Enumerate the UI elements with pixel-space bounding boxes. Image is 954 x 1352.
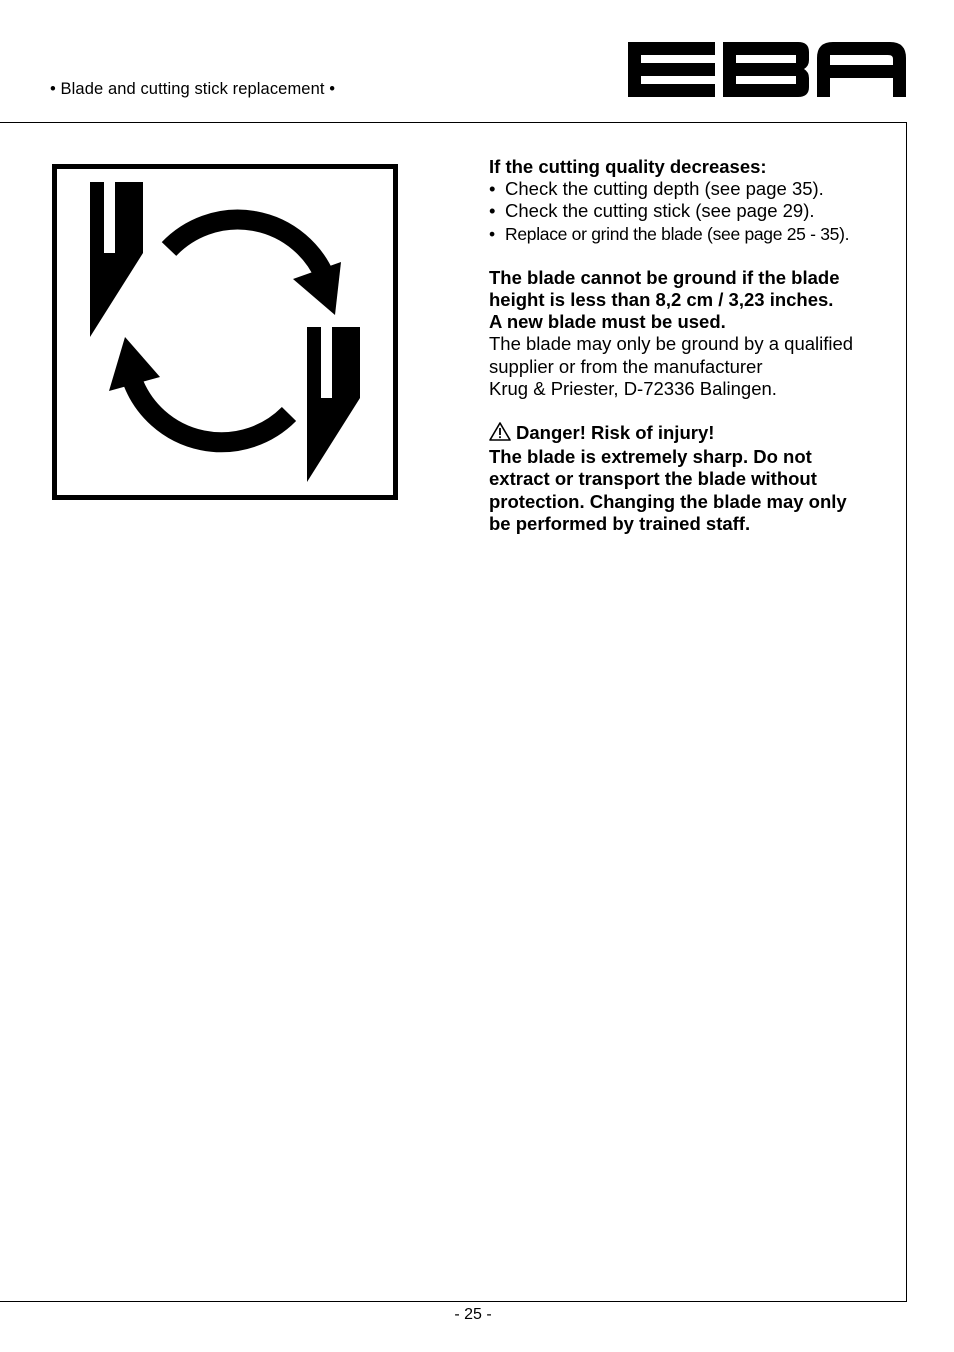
danger-heading xyxy=(489,422,899,446)
check-item xyxy=(489,200,899,222)
grind-info-line: The blade may only be ground by a qualified xyxy=(489,333,854,355)
bullet-icon: • xyxy=(489,178,496,200)
warning-triangle-icon xyxy=(489,422,511,446)
danger-text-line: protection. Changing the blade may only xyxy=(489,490,847,512)
grind-warning-line: A new blade must be used. xyxy=(489,311,726,333)
check-item-text: Check the cutting depth (see page 35). xyxy=(505,178,824,200)
grind-warning-line: The blade cannot be ground if the blade xyxy=(489,266,840,288)
check-item xyxy=(489,178,899,200)
check-item xyxy=(489,223,899,245)
check-item-text: Replace or grind the blade (see page 25 - 35). xyxy=(505,223,850,244)
blade-replacement-figure xyxy=(52,164,398,500)
quality-heading: If the cutting quality decreases: xyxy=(489,156,767,177)
check-item-text: Check the cutting stick (see page 29). xyxy=(505,200,815,222)
danger-text-line: extract or transport the blade without xyxy=(489,468,817,490)
danger-text-line: The blade is extremely sharp. Do not xyxy=(489,446,812,468)
bullet-icon: • xyxy=(489,223,495,244)
instructions-column xyxy=(489,156,899,535)
grind-info-line: supplier or from the manufacturer xyxy=(489,355,763,377)
eba-logo-icon xyxy=(628,42,906,97)
page-header-title: • Blade and cutting stick replacement • xyxy=(50,80,336,98)
eba-logo xyxy=(628,42,906,97)
grind-info-line: Krug & Priester, D-72336 Balingen. xyxy=(489,377,777,399)
bullet-icon: • xyxy=(489,200,496,222)
danger-text-line: be performed by trained staff. xyxy=(489,512,751,534)
grind-warning-line: height is less than 8,2 cm / 3,23 inches. xyxy=(489,289,834,311)
danger-heading-text: Danger! Risk of injury! xyxy=(516,422,715,444)
blade-replace-cycle-icon xyxy=(57,169,393,495)
page-number: - 25 - xyxy=(454,1306,492,1323)
